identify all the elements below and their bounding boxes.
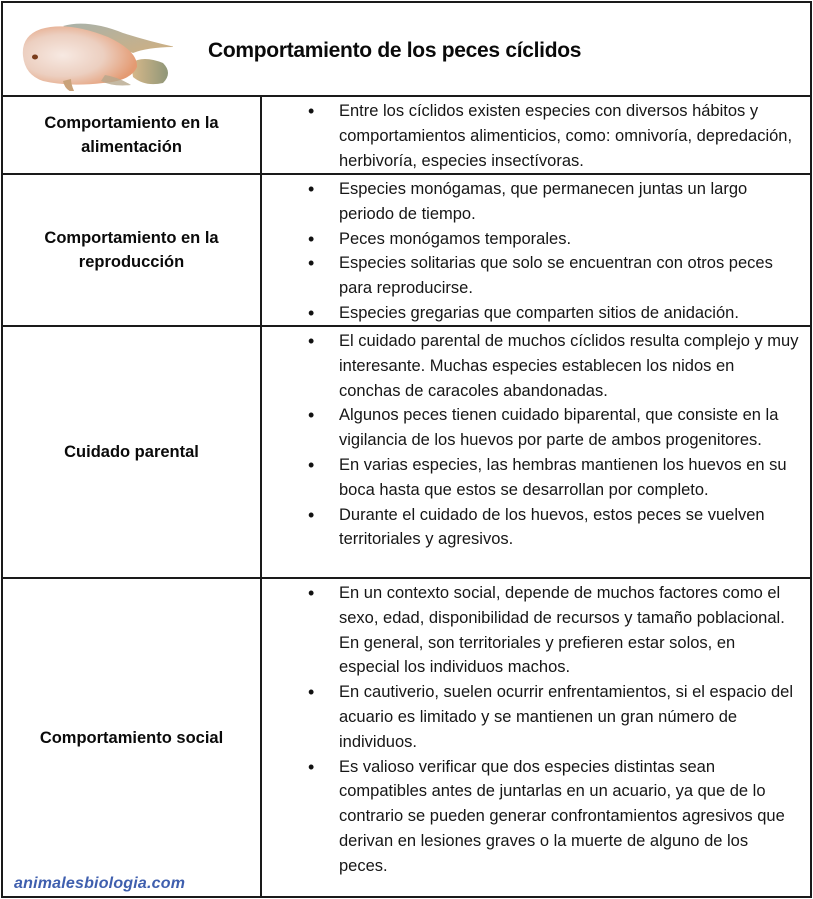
table-row-reproduction bbox=[3, 175, 810, 327]
table-header bbox=[3, 3, 810, 97]
list-item: • Especies gregarias que comparten sitios de anidación. bbox=[264, 301, 806, 326]
row-content bbox=[264, 579, 810, 896]
row-content bbox=[264, 97, 810, 173]
list-item: • Peces monógamos temporales. bbox=[264, 227, 806, 252]
list-item: • Especies solitarias que solo se encuentran con otros peces para reproducirse. bbox=[264, 251, 806, 301]
bullet-list bbox=[264, 329, 806, 552]
behavior-table bbox=[1, 1, 812, 898]
bullet-list bbox=[264, 581, 806, 879]
cichlid-fish-image bbox=[13, 11, 173, 91]
table-row-parental-care bbox=[3, 327, 810, 579]
bullet-list bbox=[264, 177, 806, 326]
row-label: Comportamiento en la alimentación bbox=[3, 97, 262, 173]
bullet-list bbox=[264, 99, 806, 173]
list-item: • En un contexto social, depende de muchos factores como el sexo, edad, disponibilidad de recursos y tamaño poblacional. En general, son territoriales y prefieren estar solos, en especial los individuos machos. bbox=[264, 581, 806, 680]
list-item: • Durante el cuidado de los huevos, estos peces se vuelven territoriales y agresivos. bbox=[264, 503, 806, 553]
list-item: • Es valioso verificar que dos especies distintas sean compatibles antes de juntarlas en un acuario, ya que de lo contrario se pueden generar confrontamientos agresivos que derivan en lesiones graves o la muerte de alguno de los peces. bbox=[264, 755, 806, 879]
row-label: Cuidado parental bbox=[3, 327, 262, 577]
list-item: • Algunos peces tienen cuidado biparental, que consiste en la vigilancia de los huevos por parte de ambos progenitores. bbox=[264, 403, 806, 453]
list-item: • El cuidado parental de muchos cíclidos resulta complejo y muy interesante. Muchas especies establecen los nidos en conchas de caracoles abandonadas. bbox=[264, 329, 806, 403]
row-label: Comportamiento en la reproducción bbox=[3, 175, 262, 325]
list-item: • Entre los cíclidos existen especies con diversos hábitos y comportamientos alimenticios, como: omnivoría, depredación, herbivoría, especies insectívoras. bbox=[264, 99, 806, 173]
list-item: • En varias especies, las hembras mantienen los huevos en su boca hasta que estos se desarrollan por completo. bbox=[264, 453, 806, 503]
table-row-feeding bbox=[3, 97, 810, 175]
list-item: • En cautiverio, suelen ocurrir enfrentamientos, si el espacio del acuario es limitado y se mantienen un gran número de individuos. bbox=[264, 680, 806, 754]
row-content bbox=[264, 327, 810, 577]
list-item: • Especies monógamas, que permanecen juntas un largo periodo de tiempo. bbox=[264, 177, 806, 227]
table-row-social bbox=[3, 579, 810, 896]
page-title: Comportamiento de los peces cíclidos bbox=[208, 39, 582, 62]
row-content bbox=[264, 175, 810, 325]
row-label: Comportamiento social bbox=[3, 579, 262, 896]
site-watermark: animalesbiologia.com bbox=[14, 875, 186, 892]
